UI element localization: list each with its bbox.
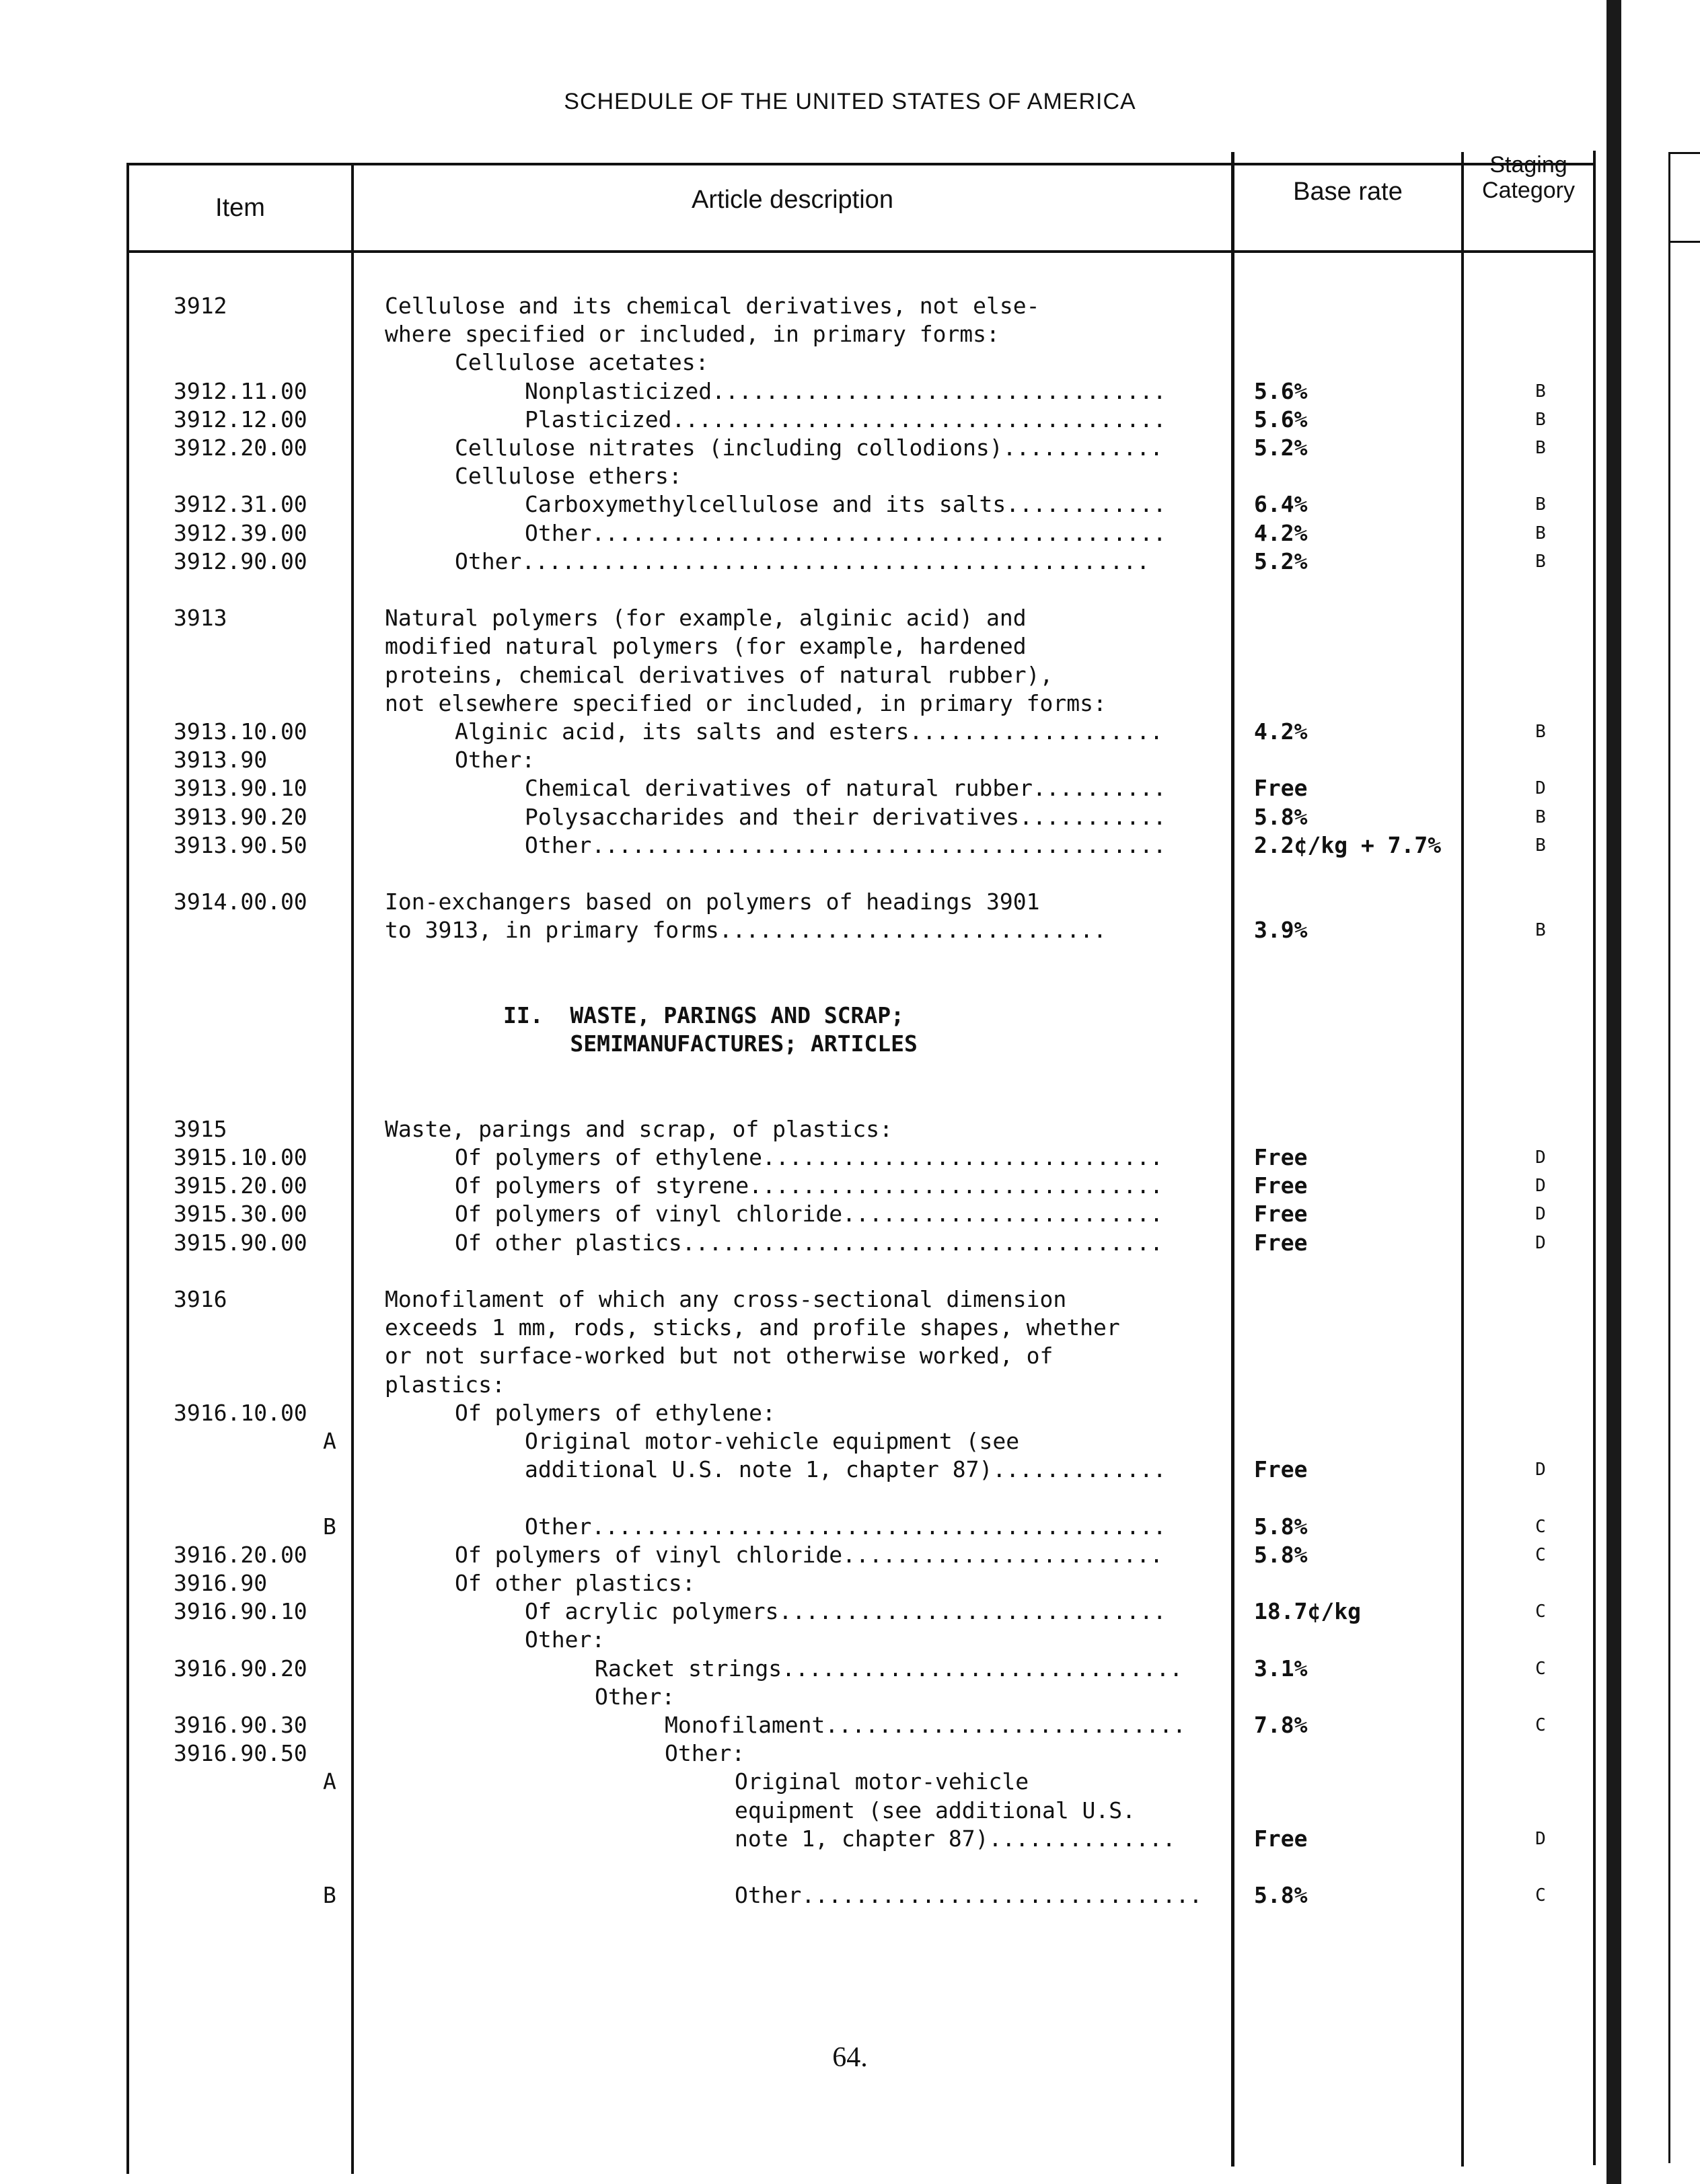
table-row: [0, 916, 1700, 944]
staging-category: B: [1535, 920, 1546, 941]
base-rate: Free: [1254, 1229, 1308, 1256]
table-row: [0, 1655, 1700, 1683]
table-row: [0, 1597, 1700, 1626]
table-row: [0, 1626, 1700, 1654]
article-description: Monofilament of which any cross-sectional dimension: [385, 1286, 1067, 1312]
staging-category: B: [1535, 409, 1546, 430]
base-rate: 7.8%: [1254, 1712, 1308, 1738]
table-row: [0, 718, 1700, 746]
article-description: Nonplasticized..................................: [525, 377, 1167, 404]
section-heading: SEMIMANUFACTURES; ARTICLES: [503, 1030, 918, 1057]
table-row: [0, 1371, 1700, 1399]
row-spacer: [0, 1257, 1700, 1285]
item-code: 3912.12.00: [174, 406, 307, 432]
article-description: Ion-exchangers based on polymers of headings 3901: [385, 889, 1040, 915]
page-title: SCHEDULE OF THE UNITED STATES OF AMERICA: [564, 89, 1136, 114]
table-row: [0, 661, 1700, 689]
table-row: [0, 1314, 1700, 1342]
table-row: [0, 548, 1700, 576]
header-category: Category: [1482, 178, 1575, 203]
article-description: Alginic acid, its salts and esters...................: [455, 718, 1163, 745]
staging-category: C: [1535, 1516, 1546, 1537]
table-row: [0, 604, 1700, 632]
staging-category: C: [1535, 1544, 1546, 1565]
table-row: [0, 888, 1700, 916]
article-description: Original motor-vehicle equipment (see: [525, 1428, 1020, 1454]
staging-category: D: [1535, 778, 1546, 799]
article-description: Original motor-vehicle: [735, 1768, 1029, 1795]
staging-category: C: [1535, 1715, 1546, 1735]
staging-category: D: [1535, 1232, 1546, 1253]
table-row: [0, 1143, 1700, 1172]
base-rate: Free: [1254, 1172, 1308, 1199]
table-row: [0, 632, 1700, 661]
item-code: 3915.20.00: [174, 1172, 307, 1199]
article-description: Natural polymers (for example, alginic acid) and: [385, 605, 1027, 632]
item-code: 3912.31.00: [174, 491, 307, 518]
article-description: Other...........................................: [525, 831, 1167, 858]
table-row: [0, 519, 1700, 548]
base-rate: 3.9%: [1254, 917, 1308, 944]
base-rate: 3.1%: [1254, 1655, 1308, 1682]
item-code: 3913: [174, 605, 227, 632]
base-rate: 5.2%: [1254, 435, 1308, 461]
article-description: modified natural polymers (for example, hardened: [385, 633, 1027, 660]
staging-category: B: [1535, 438, 1546, 458]
header-item: Item: [215, 194, 265, 222]
article-description: Of polymers of ethylene..............................: [455, 1144, 1163, 1170]
row-spacer: [0, 860, 1700, 888]
item-code: 3916.90.30: [174, 1712, 307, 1738]
item-code: 3912.11.00: [174, 377, 307, 404]
item-subcode: B: [323, 1513, 336, 1540]
item-code: 3916: [174, 1286, 227, 1312]
item-code: 3913.90.20: [174, 803, 307, 830]
base-rate: 5.8%: [1254, 1882, 1308, 1909]
table-row: [0, 1115, 1700, 1143]
article-description: Other:: [595, 1683, 675, 1710]
article-description: exceeds 1 mm, rods, sticks, and profile shapes, whether: [385, 1314, 1120, 1341]
article-description: Other:: [455, 747, 535, 774]
adjacent-page-rule: [1668, 152, 1670, 2163]
table-row: [0, 746, 1700, 774]
article-description: Polysaccharides and their derivatives...........: [525, 803, 1167, 830]
article-description: Racket strings..............................: [595, 1655, 1183, 1682]
base-rate: 5.8%: [1254, 803, 1308, 830]
table-row: [0, 1342, 1700, 1370]
row-spacer: [0, 1058, 1700, 1086]
staging-category: D: [1535, 1460, 1546, 1480]
item-code: 3916.90.10: [174, 1598, 307, 1625]
item-code: 3913.90.10: [174, 775, 307, 802]
item-code: 3916.10.00: [174, 1399, 307, 1426]
item-code: 3912.90.00: [174, 548, 307, 574]
item-code: 3915.30.00: [174, 1201, 307, 1228]
item-code: 3916.90: [174, 1570, 268, 1596]
article-description: proteins, chemical derivatives of natural rubber),: [385, 661, 1054, 688]
staging-category: C: [1535, 1885, 1546, 1906]
article-description: where specified or included, in primary forms:: [385, 321, 1000, 348]
row-spacer: [0, 576, 1700, 604]
table-row: [0, 774, 1700, 802]
table-row: [0, 1200, 1700, 1228]
article-description: Other:: [525, 1626, 605, 1653]
staging-category: B: [1535, 806, 1546, 827]
table-row: [0, 831, 1700, 860]
item-code: 3912.20.00: [174, 435, 307, 461]
adjacent-page-top-rule: [1668, 152, 1700, 154]
staging-category: B: [1535, 722, 1546, 742]
staging-category: C: [1535, 1658, 1546, 1679]
article-description: Of other plastics:: [455, 1570, 696, 1596]
table-row: [0, 1569, 1700, 1597]
item-code: 3915.10.00: [174, 1144, 307, 1170]
item-code: 3914.00.00: [174, 889, 307, 915]
article-description: Of acrylic polymers.............................: [525, 1598, 1167, 1625]
item-subcode: A: [323, 1768, 336, 1795]
table-row: [0, 1711, 1700, 1739]
article-description: Cellulose nitrates (including collodions)............: [455, 435, 1163, 461]
table-row: [0, 1229, 1700, 1257]
base-rate: 5.6%: [1254, 377, 1308, 404]
section-heading-row: [0, 1030, 1700, 1058]
article-description: Other..............................: [735, 1882, 1203, 1909]
base-rate: 2.2¢/kg + 7.7%: [1254, 831, 1442, 858]
item-code: 3913.10.00: [174, 718, 307, 745]
table-row: [0, 320, 1700, 348]
table-row: [0, 1285, 1700, 1314]
table-row: [0, 1683, 1700, 1711]
base-rate: 4.2%: [1254, 718, 1308, 745]
article-description: Monofilament...........................: [665, 1712, 1186, 1738]
base-rate: Free: [1254, 1825, 1308, 1852]
table-row: [0, 1172, 1700, 1200]
base-rate: 18.7¢/kg: [1254, 1598, 1361, 1625]
article-description: Cellulose ethers:: [455, 463, 682, 490]
article-description: or not surface-worked but not otherwise worked, of: [385, 1343, 1054, 1369]
table-row: [0, 292, 1700, 320]
table-row: [0, 1797, 1700, 1825]
article-description: note 1, chapter 87)..............: [735, 1825, 1176, 1852]
item-subcode: B: [323, 1882, 336, 1909]
table-row: [0, 406, 1700, 434]
item-code: 3915: [174, 1115, 227, 1142]
section-heading: II. WASTE, PARINGS AND SCRAP;: [503, 1002, 905, 1028]
header-description: Article description: [692, 186, 893, 214]
table-row: [0, 1541, 1700, 1569]
article-description: Chemical derivatives of natural rubber..........: [525, 775, 1167, 802]
staging-category: D: [1535, 1147, 1546, 1168]
page-edge-shadow: [1606, 0, 1621, 2184]
item-code: 3913.90.50: [174, 831, 307, 858]
base-rate: 6.4%: [1254, 491, 1308, 518]
base-rate: Free: [1254, 775, 1308, 802]
article-description: Other:: [665, 1740, 745, 1767]
article-description: Of other plastics....................................: [455, 1229, 1163, 1256]
base-rate: 5.8%: [1254, 1513, 1308, 1540]
staging-category: C: [1535, 1602, 1546, 1622]
base-rate: 5.8%: [1254, 1541, 1308, 1568]
table-row: [0, 1768, 1700, 1796]
article-description: Waste, parings and scrap, of plastics:: [385, 1115, 893, 1142]
article-description: Other...........................................: [525, 1513, 1167, 1540]
article-description: Other...............................................: [455, 548, 1150, 574]
row-spacer: [0, 1853, 1700, 1881]
staging-category: D: [1535, 1204, 1546, 1225]
base-rate: Free: [1254, 1201, 1308, 1228]
staging-category: D: [1535, 1176, 1546, 1197]
table-row: [0, 1739, 1700, 1768]
item-code: 3916.20.00: [174, 1541, 307, 1568]
article-description: not elsewhere specified or included, in primary forms:: [385, 689, 1107, 716]
table-row: [0, 434, 1700, 462]
staging-category: B: [1535, 551, 1546, 572]
article-description: Other...........................................: [525, 519, 1167, 546]
staging-category: B: [1535, 381, 1546, 402]
header-staging: Staging: [1489, 152, 1567, 178]
table-row: [0, 348, 1700, 377]
staging-category: B: [1535, 523, 1546, 543]
table-row: [0, 1399, 1700, 1427]
base-rate: Free: [1254, 1144, 1308, 1170]
article-description: Of polymers of vinyl chloride........................: [455, 1541, 1163, 1568]
section-heading-row: [0, 1002, 1700, 1030]
table-row: [0, 1427, 1700, 1456]
article-description: Of polymers of ethylene:: [455, 1399, 776, 1426]
article-description: Cellulose and its chemical derivatives, not else-: [385, 293, 1040, 319]
article-description: plastics:: [385, 1371, 505, 1398]
base-rate: 4.2%: [1254, 519, 1308, 546]
adjacent-page-header-rule: [1670, 241, 1700, 243]
staging-category: D: [1535, 1828, 1546, 1849]
item-code: 3912: [174, 293, 227, 319]
table-row: [0, 490, 1700, 519]
page-number: 64.: [832, 2042, 868, 2073]
item-subcode: A: [323, 1428, 336, 1454]
staging-category: B: [1535, 494, 1546, 515]
article-description: additional U.S. note 1, chapter 87).............: [525, 1456, 1167, 1483]
article-description: Cellulose acetates:: [455, 349, 709, 376]
base-rate: 5.6%: [1254, 406, 1308, 432]
table-row: [0, 462, 1700, 490]
table-row: [0, 1513, 1700, 1541]
table-row: [0, 1456, 1700, 1484]
item-code: 3913.90: [174, 747, 268, 774]
item-code: 3915.90.00: [174, 1229, 307, 1256]
article-description: Of polymers of vinyl chloride........................: [455, 1201, 1163, 1228]
staging-category: B: [1535, 835, 1546, 856]
table-row: [0, 1881, 1700, 1910]
item-code: 3916.90.50: [174, 1740, 307, 1767]
article-description: equipment (see additional U.S.: [735, 1797, 1136, 1823]
table-row: [0, 377, 1700, 406]
row-spacer: [0, 945, 1700, 973]
row-spacer: [0, 973, 1700, 1002]
row-spacer: [0, 1087, 1700, 1115]
item-code: 3916.90.20: [174, 1655, 307, 1682]
header-base-rate: Base rate: [1293, 178, 1403, 206]
article-description: to 3913, in primary forms.............................: [385, 917, 1107, 944]
row-spacer: [0, 1484, 1700, 1512]
article-description: Plasticized.....................................: [525, 406, 1167, 432]
table-row: [0, 689, 1700, 718]
table-row: [0, 803, 1700, 831]
table-row: [0, 1825, 1700, 1853]
item-code: 3912.39.00: [174, 519, 307, 546]
base-rate: 5.2%: [1254, 548, 1308, 574]
article-description: Of polymers of styrene...............................: [455, 1172, 1163, 1199]
article-description: Carboxymethylcellulose and its salts............: [525, 491, 1167, 518]
base-rate: Free: [1254, 1456, 1308, 1483]
